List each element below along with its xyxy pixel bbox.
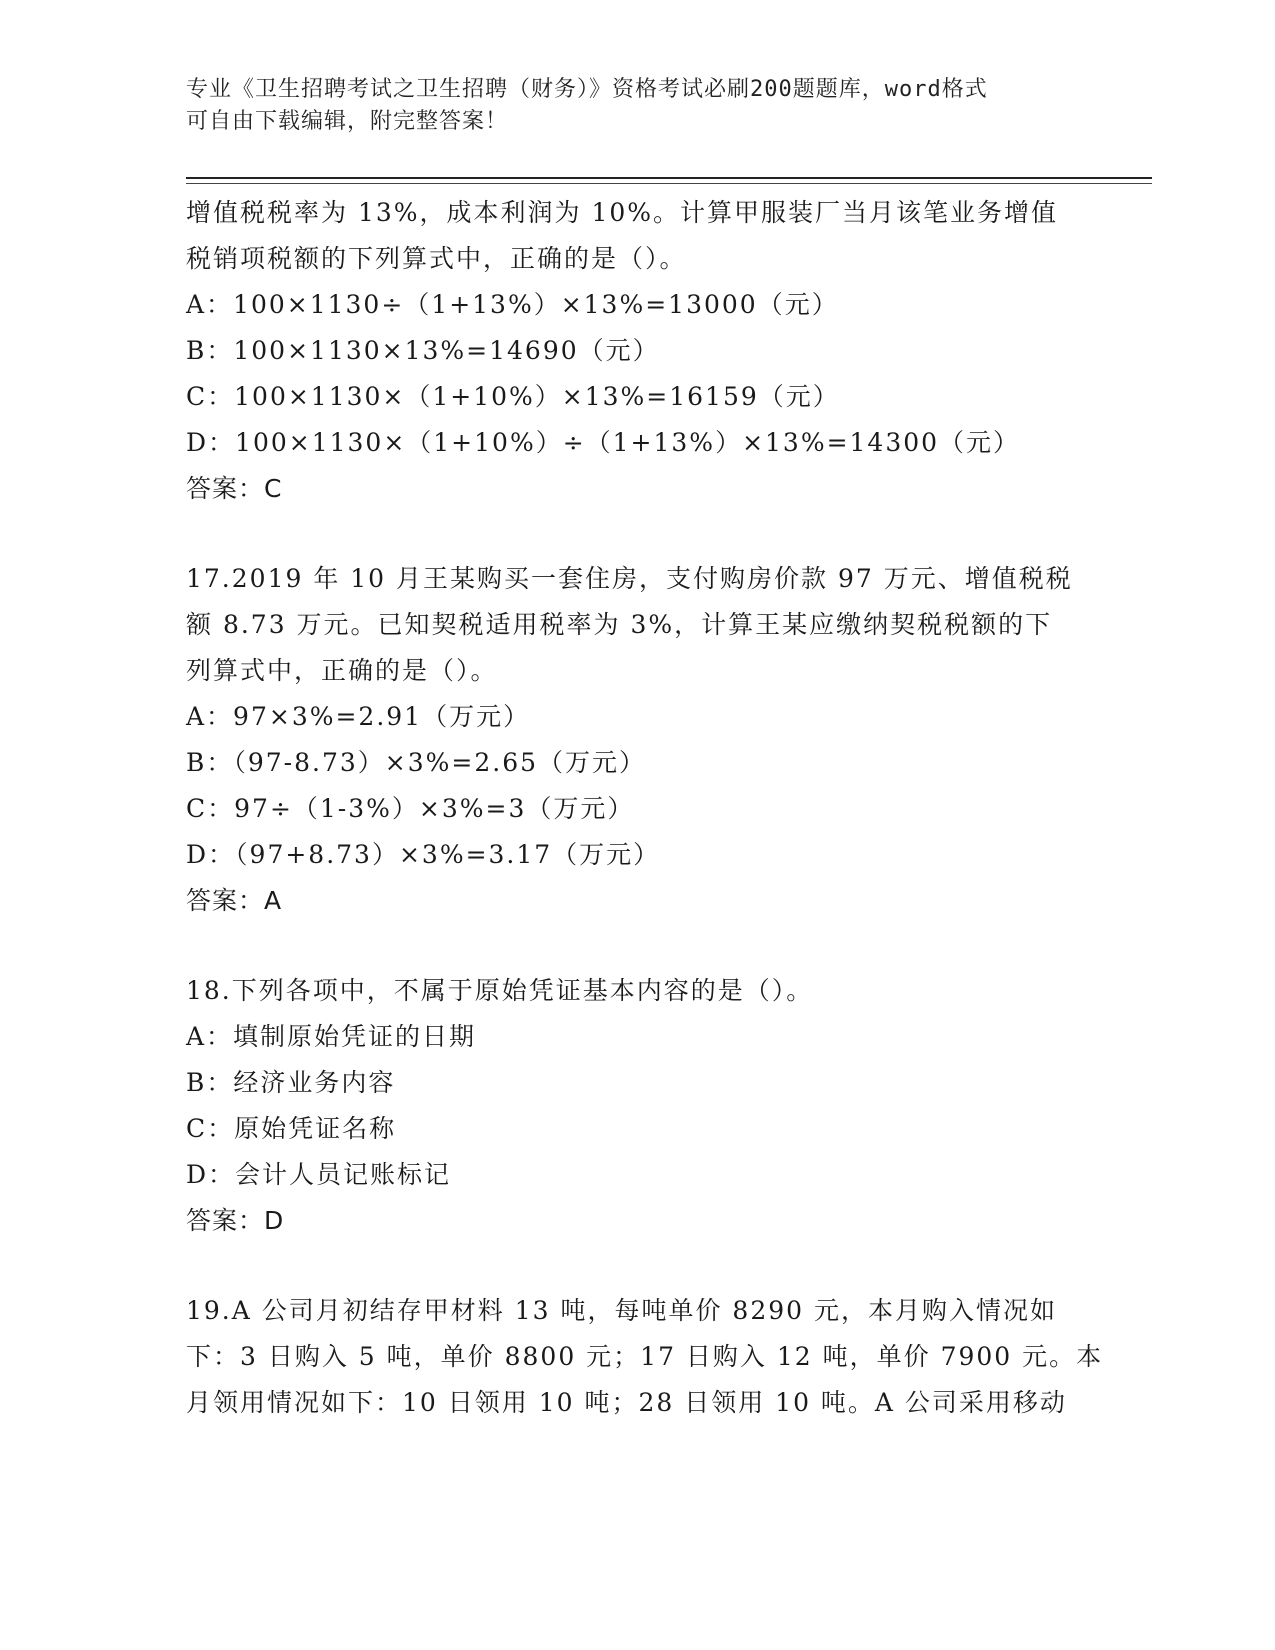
question-19: [186, 1288, 1104, 1426]
question-text-line: 列算式中，正确的是（）。: [186, 656, 498, 685]
option-d: D：100×1130×（1+10%）÷（1+13%）×13%=14300（元）: [186, 428, 1021, 457]
page-header: [186, 74, 1066, 138]
option-a: A：填制原始凭证的日期: [186, 1022, 477, 1051]
question-text-line: 月领用情况如下：10 日领用 10 吨；28 日领用 10 吨。A 公司采用移动: [186, 1388, 1067, 1417]
option-a: A：100×1130÷（1+13%）×13%=13000（元）: [186, 290, 839, 319]
header-title-line-2: 可自由下载编辑，附完整答案！: [186, 109, 509, 134]
answer-label: 答案：A: [186, 886, 283, 915]
option-d: D：会计人员记账标记: [186, 1160, 452, 1189]
option-c: C：97÷（1-3%）×3%=3（万元）: [186, 794, 635, 823]
header-divider-thick: [186, 177, 1152, 179]
option-b: B：（97-8.73）×3%=2.65（万元）: [186, 748, 647, 777]
question-16: [186, 190, 1086, 512]
question-text-line: 18.下列各项中，不属于原始凭证基本内容的是（）。: [186, 976, 814, 1005]
answer-label: 答案：C: [186, 474, 283, 503]
spacer: [186, 1244, 1086, 1288]
spacer: [186, 924, 1086, 968]
question-text-line: 额 8.73 万元。已知契税适用税率为 3%，计算王某应缴纳契税税额的下: [186, 610, 1053, 639]
document-body: [186, 190, 1104, 1426]
spacer: [186, 512, 1086, 556]
header-divider-thin: [186, 183, 1152, 184]
option-d: D：（97+8.73）×3%=3.17（万元）: [186, 840, 661, 869]
question-17: [186, 556, 1086, 924]
question-text-line: 19.A 公司月初结存甲材料 13 吨，每吨单价 8290 元，本月购入情况如: [186, 1296, 1057, 1325]
option-c: C：100×1130×（1+10%）×13%=16159（元）: [186, 382, 840, 411]
option-a: A：97×3%=2.91（万元）: [186, 702, 531, 731]
option-c: C：原始凭证名称: [186, 1114, 397, 1143]
header-title-line-1: 专业《卫生招聘考试之卫生招聘（财务）》资格考试必刷200题题库，word格式: [186, 77, 988, 102]
option-b: B：100×1130×13%=14690（元）: [186, 336, 660, 365]
question-text-line: 下：3 日购入 5 吨，单价 8800 元；17 日购入 12 吨，单价 7900 元。本: [186, 1342, 1104, 1371]
answer-label: 答案：D: [186, 1206, 285, 1235]
option-b: B：经济业务内容: [186, 1068, 396, 1097]
question-text-line: 增值税税率为 13%，成本利润为 10%。计算甲服装厂当月该笔业务增值: [186, 198, 1059, 227]
question-18: [186, 968, 1086, 1244]
question-text-line: 17.2019 年 10 月王某购买一套住房，支付购房价款 97 万元、增值税税: [186, 564, 1073, 593]
question-text-line: 税销项税额的下列算式中，正确的是（）。: [186, 244, 687, 273]
